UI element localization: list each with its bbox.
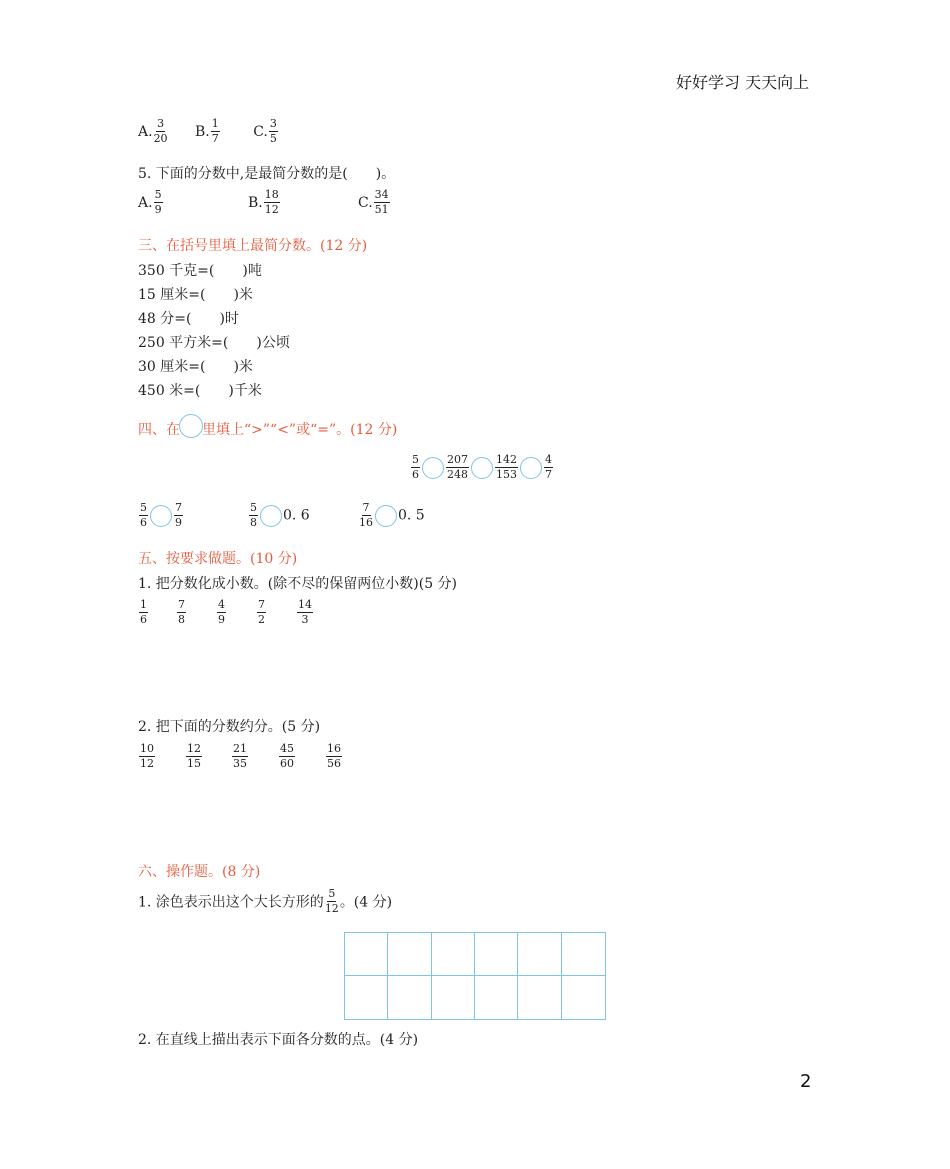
compare-circle[interactable]: [422, 457, 444, 479]
q4-options: [138, 118, 279, 145]
grid-cell[interactable]: [388, 933, 431, 976]
fraction: $\frac{7}{2}$: [258, 598, 265, 626]
compare-circle[interactable]: [260, 505, 282, 527]
compare-circle[interactable]: [150, 505, 172, 527]
fraction: $\frac{10}{12}$: [140, 742, 154, 770]
grid-cell[interactable]: [562, 976, 605, 1019]
fraction: $\frac{7}{8}$: [178, 598, 185, 626]
compare-circle[interactable]: [375, 505, 397, 527]
grid-cell[interactable]: [475, 933, 518, 976]
section3-title: 三、在括号里填上最简分数。(12 分): [138, 238, 368, 254]
section5-title: 五、按要求做题。(10 分): [138, 551, 298, 567]
fraction: $\frac{1}{6}$: [140, 598, 147, 626]
compare-fraction: $\frac{207}{248}$: [447, 453, 468, 481]
section3-line-1: 350 千克=( )吨: [138, 263, 262, 279]
rectangle-grid[interactable]: [344, 932, 606, 1020]
fraction: $\frac{14}{3}$: [298, 598, 312, 626]
section5-q2-text: 2. 把下面的分数约分。(5 分): [138, 719, 321, 735]
section6-q2-text: 2. 在直线上描出表示下面各分数的点。(4 分): [138, 1032, 419, 1048]
section3-line-2: 15 厘米=( )米: [138, 287, 253, 303]
fraction: $\frac{21}{35}$: [233, 742, 247, 770]
compare-fraction: $\frac{142}{153}$: [496, 453, 517, 481]
fraction: $\frac{16}{56}$: [327, 742, 341, 770]
blank-circle-icon: [179, 414, 203, 438]
section3-line-3: 48 分=( )时: [138, 311, 239, 327]
q5-option-a[interactable]: A. $\frac{5}{9}$: [138, 188, 162, 216]
section3-line-6: 450 米=( )千米: [138, 383, 262, 399]
compare-circle[interactable]: [520, 457, 542, 479]
section4-title: 四、在 里填上“>”“<”或“=”。(12 分): [138, 418, 397, 442]
section4-row2-item2: $\frac{5}{8}$ 0. 6: [250, 501, 310, 529]
q4-option-c[interactable]: C. $\frac{3}{5}$: [253, 117, 277, 145]
section4-row1: [410, 454, 554, 481]
grid-cell[interactable]: [518, 976, 561, 1019]
q5-option-b[interactable]: B. $\frac{18}{12}$: [248, 188, 279, 216]
fraction: $\frac{12}{15}$: [187, 742, 201, 770]
section4-row2-item3: $\frac{7}{16}$ 0. 5: [359, 501, 425, 529]
fraction: $\frac{4}{9}$: [218, 598, 225, 626]
compare-circle[interactable]: [471, 457, 493, 479]
section6-q1-text: 1. 涂色表示出这个大长方形的 $\frac{5}{12}$ 。(4 分): [138, 887, 393, 915]
grid-cell[interactable]: [388, 976, 431, 1019]
section5-q1-text: 1. 把分数化成小数。(除不尽的保留两位小数)(5 分): [138, 576, 458, 592]
grid-cell[interactable]: [475, 976, 518, 1019]
fraction: $\frac{45}{60}$: [280, 742, 294, 770]
grid-cell[interactable]: [518, 933, 561, 976]
section3-line-5: 30 厘米=( )米: [138, 359, 253, 375]
q4-option-a[interactable]: A. $\frac{3}{20}$: [138, 117, 168, 145]
section4-row2-item1: $\frac{5}{6}$ $\frac{7}{9}$: [140, 501, 182, 529]
page-number: 2: [800, 1071, 812, 1092]
grid-cell[interactable]: [345, 976, 388, 1019]
grid-cell[interactable]: [345, 933, 388, 976]
q5-question: 5. 下面的分数中,是最简分数的是( )。: [138, 166, 396, 182]
header-motto: 好好学习 天天向上: [676, 73, 810, 92]
grid-cell[interactable]: [432, 976, 475, 1019]
q5-option-c[interactable]: C. $\frac{34}{51}$: [358, 188, 389, 216]
compare-fraction: $\frac{5}{6}$: [412, 453, 419, 481]
section3-line-4: 250 平方米=( )公顷: [138, 335, 290, 351]
grid-cell[interactable]: [432, 933, 475, 976]
section6-title: 六、操作题。(8 分): [138, 864, 261, 880]
q4-option-b[interactable]: B. $\frac{1}{7}$: [195, 117, 219, 145]
grid-cell[interactable]: [562, 933, 605, 976]
compare-fraction: $\frac{4}{7}$: [545, 453, 552, 481]
